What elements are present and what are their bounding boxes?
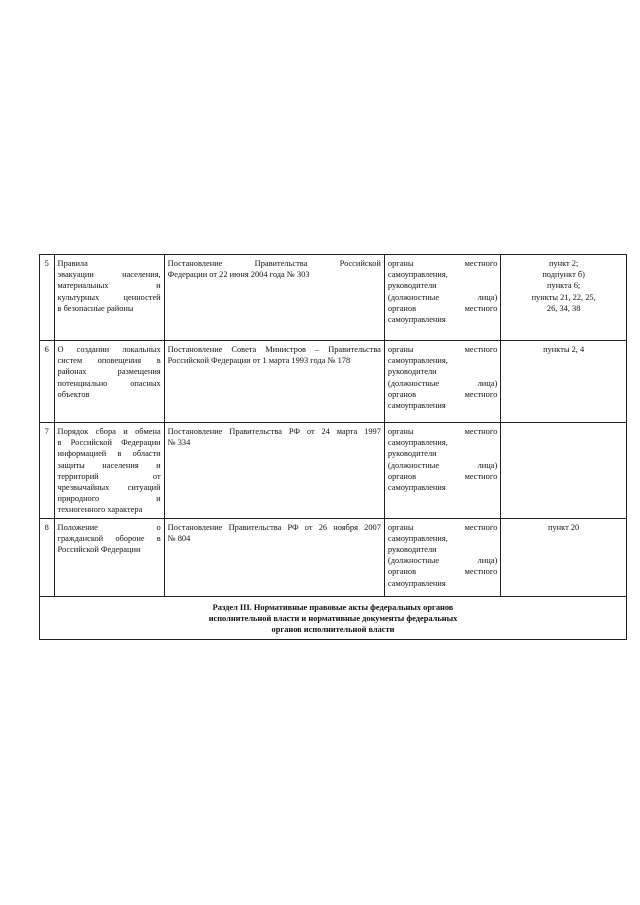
document-title-line: чрезвычайных ситуаций xyxy=(57,483,161,493)
applicable-items xyxy=(501,255,627,341)
responsible-parties-line: руководители xyxy=(387,281,437,291)
responsible-parties-line: руководители xyxy=(387,449,437,459)
responsible-parties-line: самоуправления xyxy=(387,315,446,325)
document-title-line: районах размещения xyxy=(57,367,161,377)
document-title-line: информацией в области xyxy=(57,449,161,459)
document-title xyxy=(54,255,164,341)
responsible-parties-line: самоуправления, xyxy=(387,356,448,366)
table-row xyxy=(40,341,627,423)
document-title-line: территорий от xyxy=(57,471,161,481)
responsible-parties xyxy=(384,518,500,596)
document-title-line: Положение о xyxy=(57,522,161,532)
document-title-line: защиты населения и xyxy=(57,460,161,470)
responsible-parties-line: органы местного xyxy=(387,259,498,268)
document-title-line: Порядок сбора и обмена xyxy=(57,427,161,436)
row-number: 5 xyxy=(40,255,55,341)
section-heading-line: Раздел III. Нормативные правовые акты федеральных органов xyxy=(212,602,454,612)
responsible-parties-line: самоуправления, xyxy=(387,533,448,543)
document-reference-line: Постановление Совета Министров – Правительства xyxy=(167,345,381,354)
regulations-table xyxy=(39,254,627,640)
applicable-items xyxy=(501,423,627,519)
document-title-line: техногенного характера xyxy=(57,505,143,515)
document-title-line: в Российской Федерации xyxy=(57,438,161,448)
section-heading-line: исполнительной власти и нормативные документы федеральных xyxy=(208,613,458,623)
table-body xyxy=(40,255,627,640)
responsible-parties-line: органов местного xyxy=(387,389,498,399)
responsible-parties-line: органов местного xyxy=(387,471,498,481)
section-heading-line: органов исполнительной власти xyxy=(271,625,395,635)
responsible-parties-line: органы местного xyxy=(387,522,498,532)
applicable-items-line: пункты 2, 4 xyxy=(543,345,585,354)
document-title xyxy=(54,518,164,596)
applicable-items-line: пункты 21, 22, 25, xyxy=(531,292,596,302)
applicable-items xyxy=(501,518,627,596)
document-title xyxy=(54,341,164,423)
responsible-parties-line: (должностные лица) xyxy=(387,556,498,566)
applicable-items-line: подпункт б) xyxy=(542,270,585,280)
document-title-line: материальных и xyxy=(57,281,161,291)
document-title-line: эвакуации населения, xyxy=(57,270,161,280)
responsible-parties-line: самоуправления xyxy=(387,401,446,411)
row-number: 8 xyxy=(40,518,55,596)
responsible-parties-line: самоуправления, xyxy=(387,270,448,280)
document-reference xyxy=(164,341,384,423)
document-title-line: Правила xyxy=(57,259,88,268)
table-row xyxy=(40,423,627,519)
document-reference-line: № 804 xyxy=(167,533,191,543)
applicable-items-line: пункт 20 xyxy=(548,522,580,532)
section-heading xyxy=(40,596,627,640)
document-reference-line: Федерации от 22 июня 2004 года № 303 xyxy=(167,270,310,280)
document-title-line: гражданской обороне в xyxy=(57,533,161,543)
document-title-line: Российской Федерации xyxy=(57,545,141,555)
section-row xyxy=(40,596,627,640)
responsible-parties-line: самоуправления xyxy=(387,578,446,588)
document-reference xyxy=(164,423,384,519)
document-title-line: потенциально опасных xyxy=(57,378,161,388)
row-number: 7 xyxy=(40,423,55,519)
document-title xyxy=(54,423,164,519)
table-row xyxy=(40,518,627,596)
responsible-parties-line: органов местного xyxy=(387,567,498,577)
document-reference xyxy=(164,518,384,596)
document-reference-line: Российской Федерации от 1 марта 1993 года № 178 xyxy=(167,356,351,366)
responsible-parties xyxy=(384,255,500,341)
document-title-line: систем оповещения в xyxy=(57,356,161,366)
responsible-parties-line: (должностные лица) xyxy=(387,292,498,302)
responsible-parties-line: органы местного xyxy=(387,345,498,354)
applicable-items xyxy=(501,341,627,423)
responsible-parties xyxy=(384,341,500,423)
responsible-parties xyxy=(384,423,500,519)
applicable-items-line: пункта 6; xyxy=(547,281,581,291)
document-title-line: культурных ценностей xyxy=(57,292,161,302)
document-title-line: О создании локальных xyxy=(57,345,161,354)
table-row xyxy=(40,255,627,341)
responsible-parties-line: руководители xyxy=(387,367,437,377)
document-title-line: природного и xyxy=(57,494,161,504)
responsible-parties-line: (должностные лица) xyxy=(387,378,498,388)
document-reference-line: Постановление Правительства РФ от 24 марта 1997 xyxy=(167,427,381,436)
responsible-parties-line: органов местного xyxy=(387,303,498,313)
responsible-parties-line: (должностные лица) xyxy=(387,460,498,470)
applicable-items-line: 26, 34, 38 xyxy=(546,303,581,313)
document-reference xyxy=(164,255,384,341)
document-reference-line: Постановление Правительства РФ от 26 ноября 2007 xyxy=(167,522,381,532)
responsible-parties-line: руководители xyxy=(387,545,437,555)
document-reference-line: № 334 xyxy=(167,438,191,448)
row-number: 6 xyxy=(40,341,55,423)
applicable-items-line: пункт 2; xyxy=(548,259,579,268)
document-reference-line: Постановление Правительства Российской xyxy=(167,259,381,268)
responsible-parties-line: самоуправления xyxy=(387,483,446,493)
document-title-line: в безопасные районы xyxy=(57,303,134,313)
responsible-parties-line: органы местного xyxy=(387,427,498,436)
responsible-parties-line: самоуправления, xyxy=(387,438,448,448)
document-title-line: объектов xyxy=(57,389,90,399)
